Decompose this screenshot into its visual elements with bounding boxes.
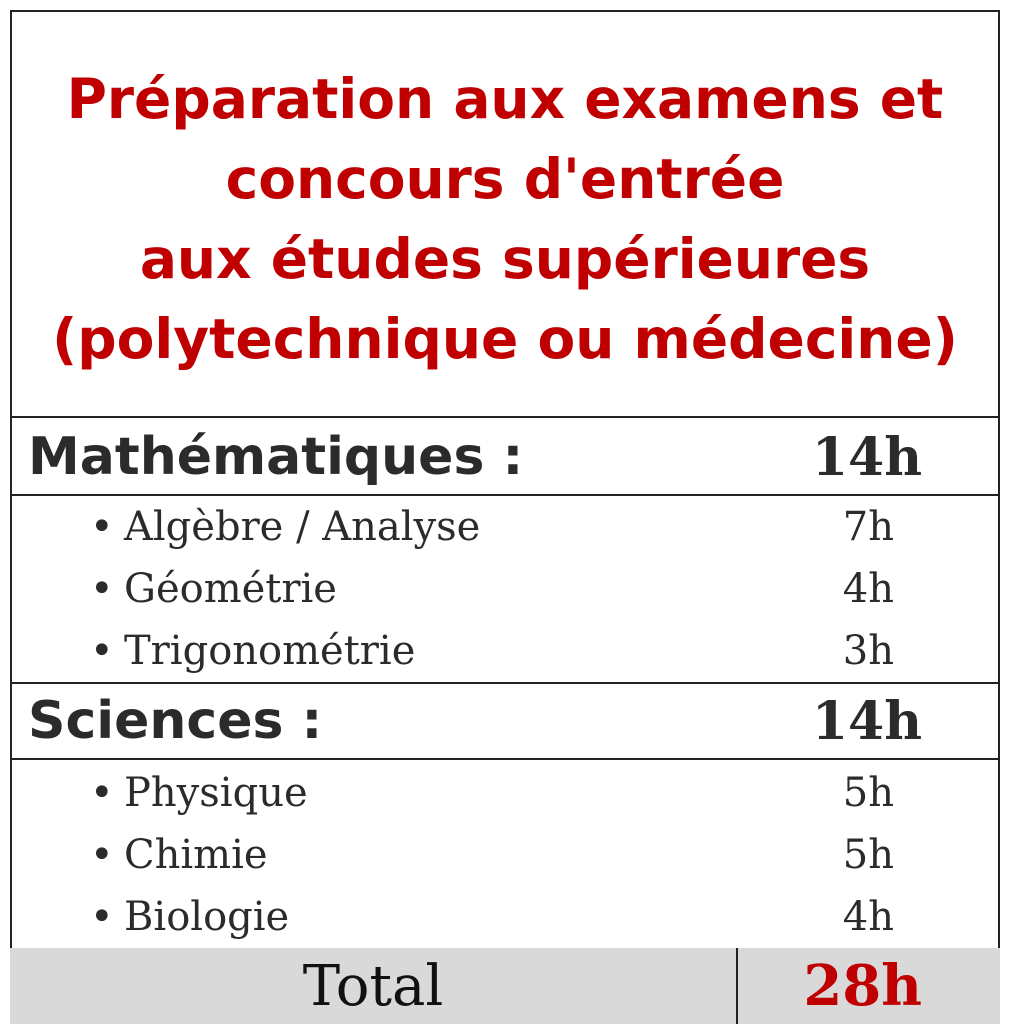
- item-hours: 4h: [842, 566, 894, 612]
- total-row: [10, 948, 1000, 1024]
- total-value: 28h: [803, 953, 922, 1019]
- item-label: [90, 770, 308, 816]
- item-text: Trigonométrie: [124, 628, 416, 674]
- bullet-icon: •: [90, 894, 114, 940]
- section-hours: 14h: [811, 690, 922, 752]
- item-hours: 3h: [842, 628, 894, 674]
- item-label: [90, 894, 289, 940]
- section-label: Sciences :: [28, 691, 323, 751]
- bullet-icon: •: [90, 504, 114, 550]
- item-text: Algèbre / Analyse: [124, 504, 481, 550]
- divider: [10, 416, 1000, 418]
- title-line: Préparation aux examens et: [66, 67, 944, 131]
- course-hours-table: [10, 10, 1000, 1024]
- list-item: [10, 824, 1000, 886]
- bullet-icon: •: [90, 770, 114, 816]
- section-row-mathematiques: [10, 420, 1000, 494]
- title-block: [10, 10, 1000, 418]
- total-divider: [736, 948, 738, 1024]
- item-text: Chimie: [124, 832, 268, 878]
- item-label: [90, 504, 480, 550]
- list-item: [10, 762, 1000, 824]
- title-line: (polytechnique ou médecine): [52, 307, 958, 371]
- divider: [10, 758, 1000, 760]
- item-text: Biologie: [124, 894, 290, 940]
- item-label: [90, 628, 415, 674]
- list-item: [10, 496, 1000, 558]
- item-label: [90, 566, 337, 612]
- item-hours: 7h: [842, 504, 894, 550]
- item-text: Géométrie: [124, 566, 337, 612]
- list-item: [10, 886, 1000, 948]
- title-line: concours d'entrée: [225, 147, 785, 211]
- item-hours: 5h: [842, 770, 894, 816]
- total-label: Total: [302, 953, 444, 1019]
- section-row-sciences: [10, 684, 1000, 758]
- item-label: [90, 832, 268, 878]
- item-hours: 4h: [842, 894, 894, 940]
- item-hours: 5h: [842, 832, 894, 878]
- item-text: Physique: [124, 770, 308, 816]
- list-item: [10, 620, 1000, 682]
- title-line: aux études supérieures: [139, 227, 871, 291]
- bullet-icon: •: [90, 628, 114, 674]
- bullet-icon: •: [90, 832, 114, 878]
- section-label: Mathématiques :: [28, 427, 524, 487]
- bullet-icon: •: [90, 566, 114, 612]
- list-item: [10, 558, 1000, 620]
- section-hours: 14h: [811, 426, 922, 488]
